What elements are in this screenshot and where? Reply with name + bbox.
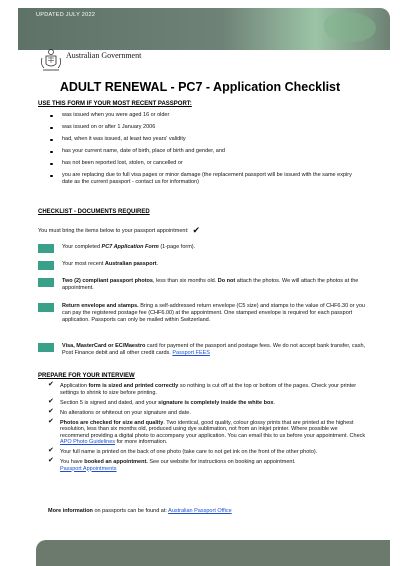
prepare-list xyxy=(48,383,366,476)
text-segment: No alterations or whiteout on your signature and date. xyxy=(60,409,191,416)
documents-heading: CHECKLIST - DOCUMENTS REQUIRED xyxy=(38,209,150,215)
use-form-list xyxy=(48,112,358,191)
text-segment: Bring a self-addressed return envelope (C5 size) and stamps to the value of CHF6.30 or you can pay the registered postage fee (CHF6.00) at the appointment. One stamped envelope is required for each passport application. Passports can only be mailed within Switzerland. xyxy=(62,303,365,323)
text-segment: Your completed xyxy=(62,244,102,250)
tick-icon: ✔ xyxy=(48,417,54,425)
tick-icon: ✔ xyxy=(192,225,201,235)
documents-intro xyxy=(38,224,200,235)
checkbox[interactable] xyxy=(38,244,54,253)
text-segment: card for payment of the passport and postage fees. We do not accept bank transfer, cash, Post Finance debit and all other credit cards. xyxy=(62,343,366,356)
text-segment-bold: Return envelope and stamps. xyxy=(62,303,139,309)
text-segment: so nothing is cut off at the top or bottom of the pages. Check your printer settings to shrink to size before printing. xyxy=(60,383,357,396)
text-segment-bold: Photos are checked for size and quality xyxy=(60,419,164,426)
checklist-item xyxy=(38,244,368,254)
text-segment: attach the photos. We will attach the photos at the appointment. xyxy=(62,278,359,291)
text-segment-bold: signature is completely inside the white box xyxy=(158,399,274,406)
government-name: Australian Government xyxy=(66,51,142,60)
tick-icon: ✔ xyxy=(48,457,54,464)
list-item xyxy=(48,449,366,456)
tick-icon: ✔ xyxy=(48,381,54,388)
checklist-item-text xyxy=(62,278,368,292)
updated-date: UPDATED JULY 2022 xyxy=(36,12,96,18)
checklist-item xyxy=(38,278,368,294)
checklist-item xyxy=(38,303,368,333)
text-segment: You have xyxy=(60,459,85,465)
list-item xyxy=(48,407,366,417)
passport-appointments-link[interactable]: Passport Appointments xyxy=(60,465,117,472)
checklist-item-text xyxy=(62,303,368,324)
text-segment-bold: Australian passport xyxy=(104,261,157,267)
australia-map-icon xyxy=(324,12,376,42)
text-segment: See our website for instructions on booking an appointment. xyxy=(147,459,296,465)
use-form-heading: USE THIS FORM IF YOUR MOST RECENT PASSPORT: xyxy=(38,101,192,107)
text-segment-bold: PC7 Application Form xyxy=(101,244,159,250)
photo-guidelines-link[interactable]: APO Photo Guidelines xyxy=(60,439,116,445)
text-segment-bold: Two (2) compliant passport photos xyxy=(62,278,153,284)
list-item: has your current name, date of birth, place of birth and gender, and xyxy=(48,148,358,155)
list-item: had, when it was issued, at least two years' validity xyxy=(48,136,358,143)
page-title: ADULT RENEWAL - PC7 - Application Checklist xyxy=(59,80,341,94)
list-item: you are replacing due to full visa pages or minor damage (the replacement passport will be issued with the same expiry date as the current passport - contact us for information) xyxy=(48,172,358,186)
documents-intro-text: You must bring the items below to your passport appointment: xyxy=(38,228,189,234)
text-segment-bold: Visa, MasterCard or EC/Maestro xyxy=(62,343,146,349)
text-segment: . Two identical, good quality, colour glossy prints that are printed at the highest resolution, less than six months old, produced using dye sublimation, not from an inkjet printer. Where possible we recommend providing a digital photo to accompany your application. You can email this to us before your appointment. Check xyxy=(60,419,366,439)
text-segment: on passports can be found at: xyxy=(92,508,169,514)
text-segment: Application xyxy=(60,383,89,389)
text-segment-bold: Do not xyxy=(217,278,236,284)
list-item xyxy=(48,397,366,407)
text-segment: , less than six months old. xyxy=(152,278,218,284)
list-item xyxy=(48,417,366,446)
checklist-item xyxy=(38,261,368,271)
checklist-item-text xyxy=(62,244,368,251)
text-segment: Your full name is printed on the back of one photo (take care to not get ink on the front of the other photo). xyxy=(60,449,318,455)
checkbox[interactable] xyxy=(38,303,54,312)
text-segment: Your most recent xyxy=(62,261,105,267)
checklist-item-text xyxy=(62,261,368,268)
checklist-item xyxy=(38,343,368,359)
tick-icon: ✔ xyxy=(48,397,54,405)
coat-of-arms-icon xyxy=(40,48,62,72)
checkbox[interactable] xyxy=(38,261,54,270)
text-segment-bold: form is sized and printed correctly xyxy=(88,383,179,389)
text-segment: (1-page form). xyxy=(158,244,196,250)
text-segment-bold: booked an appointment. xyxy=(84,459,148,465)
text-segment: . xyxy=(156,261,159,267)
text-segment: . xyxy=(273,399,275,406)
tick-icon: ✔ xyxy=(48,407,54,415)
list-item: was issued when you were aged 16 or older xyxy=(48,112,358,119)
text-segment: for more information. xyxy=(115,439,168,445)
text-segment-bold: More information xyxy=(48,508,93,514)
text-segment: Section 5 is signed and dated, and your xyxy=(60,399,159,406)
prepare-heading: PREPARE FOR YOUR INTERVIEW xyxy=(38,373,135,379)
checklist-item-text xyxy=(62,343,368,357)
list-item xyxy=(48,383,366,396)
list-item xyxy=(48,459,366,472)
list-item: was issued on or after 1 January 2006 xyxy=(48,124,358,131)
list-item: has not been reported lost, stolen, or cancelled or xyxy=(48,160,358,167)
bottom-banner xyxy=(36,540,390,566)
checkbox[interactable] xyxy=(38,278,54,287)
passport-fees-link[interactable]: Passport FEES xyxy=(172,350,210,356)
more-information xyxy=(48,508,232,514)
tick-icon: ✔ xyxy=(48,447,54,454)
passport-office-link[interactable]: Australian Passport Office xyxy=(168,508,232,514)
checkbox[interactable] xyxy=(38,343,54,352)
